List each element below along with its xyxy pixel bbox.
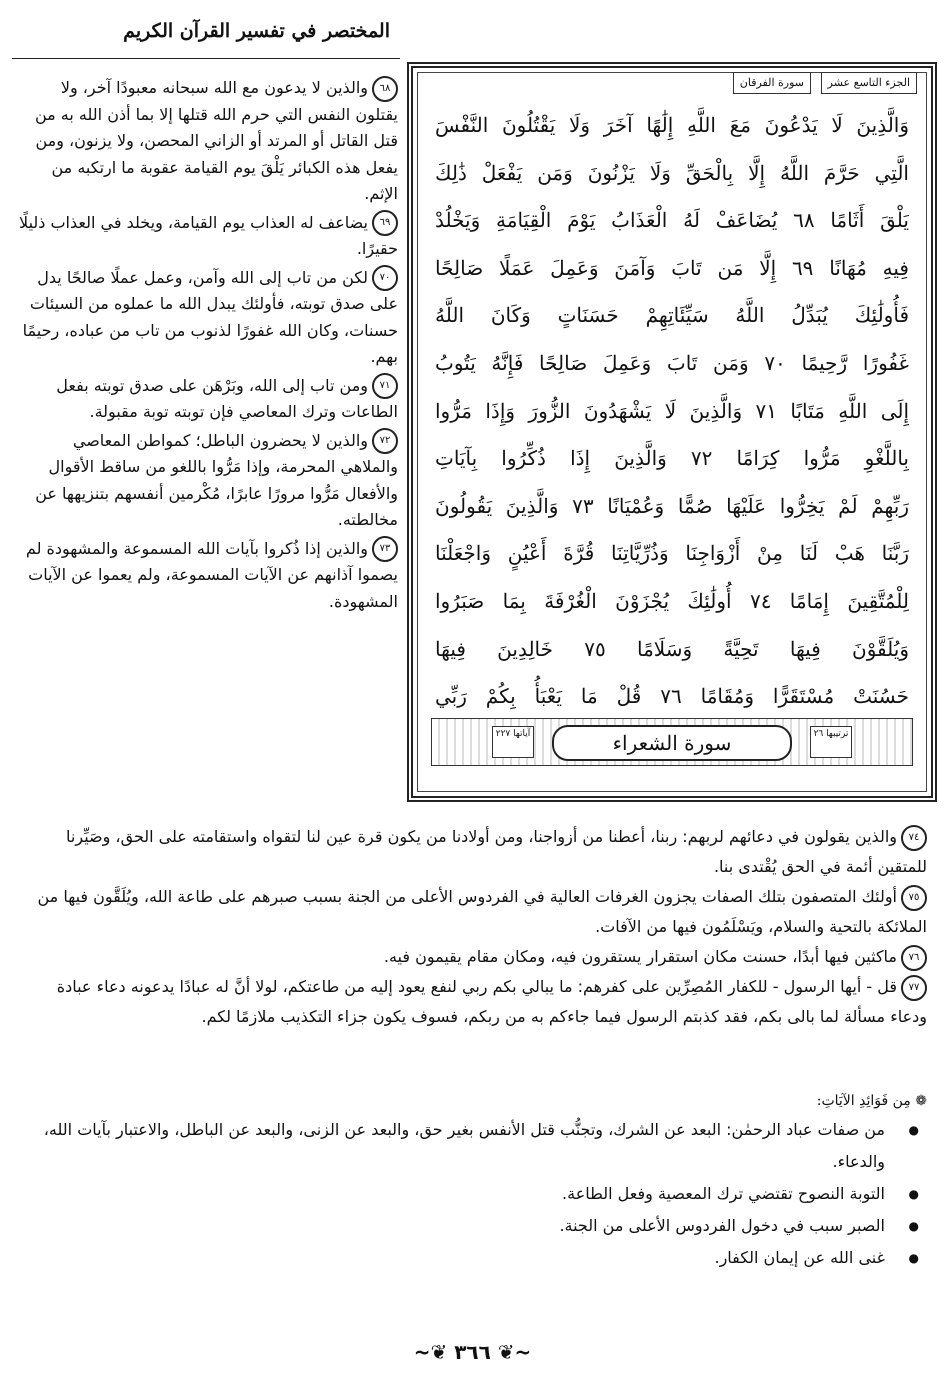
- verse-number-icon: ٧٧: [901, 975, 927, 1001]
- tafsir-side-column: [18, 75, 398, 617]
- verse-number-icon: ٧٤: [901, 825, 927, 851]
- verse-benefits: [18, 1088, 927, 1274]
- quran-line: رَبِّهِمْ لَمْ يَخِرُّوا عَلَيْهَا صُمًّا وَعُمْيَانًا ٧٣ وَالَّذِينَ يَقُولُونَ: [435, 493, 909, 518]
- quran-line: رَبَّنَا هَبْ لَنَا مِنْ أَزْوَاجِنَا وَذُرِّيَّاتِنَا قُرَّةَ أَعْيُنٍ وَاجْعَلْنَا: [435, 541, 909, 566]
- verse-number-icon: ٧٠: [372, 265, 398, 291]
- tafsir-text: والذين إذا ذُكروا بآيات الله المسموعة والمشهودة لم يصموا آذانهم عن الآيات المسموعة، ولم يعموا عن الآيات المشهودة.: [25, 538, 398, 611]
- surah-order-box: ترتيبها ٢٦: [810, 726, 852, 758]
- ornament-icon: ❁: [910, 1093, 927, 1109]
- tafsir-paragraph: [18, 373, 398, 426]
- quran-line: فَأُولَٰئِكَ يُبَدِّلُ اللَّهُ سَيِّئَاتِهِمْ حَسَنَاتٍ وَكَانَ اللَّهُ: [435, 303, 909, 328]
- quran-line: وَيُلَقَّوْنَ فِيهَا تَحِيَّةً وَسَلَامًا ٧٥ خَالِدِينَ فِيهَا: [435, 636, 909, 661]
- benefit-item: ● من صفات عباد الرحمٰن: البعد عن الشرك، وتجنُّب قتل الأنفس بغير حق، والبعد عن الزنى، والبعد عن الباطل، والاعتبار بآيات الله، والدعاء.: [18, 1114, 927, 1178]
- tafsir-paragraph: [18, 428, 398, 534]
- tafsir-full-width: [18, 822, 927, 1032]
- verse-number-icon: ٧٦: [901, 945, 927, 971]
- next-surah-banner: [431, 718, 913, 766]
- quran-line: حَسُنَتْ مُسْتَقَرًّا وَمُقَامًا ٧٦ قُلْ مَا يَعْبَأُ بِكُمْ رَبِّي: [435, 684, 909, 709]
- quran-text-frame: [407, 62, 937, 802]
- quran-line: بِاللَّغْوِ مَرُّوا كِرَامًا ٧٢ وَالَّذِينَ إِذَا ذُكِّرُوا بِآيَاتِ: [435, 446, 909, 471]
- ornament-right-icon: ❦~: [490, 1340, 532, 1364]
- tafsir-text: والذين يقولون في دعائهم لربهم: ربنا، أعطنا من أزواجنا، ومن أولادنا من يكون قرة عين لنا لتقواه واستقامته على الحق، وصَيِّرنا للمتقين أئمة في الحق يُقْتدى بنا.: [66, 827, 927, 876]
- tafsir-text: يضاعف له العذاب يوم القيامة، ويخلد في العذاب ذليلًا حقيرًا.: [19, 212, 398, 258]
- tafsir-text: قل - أيها الرسول - للكفار المُصِرِّين على كفرهم: ما يبالي بكم ربي لنفع يعود إليه من طاعتكم، لولا أنَّ له عبادًا يدعونه دعاء عبادة ودعاء مسألة لما بالى بكم، فقد كذبتم الرسول فيما جاءكم به من ربكم، فسوف يكون جزاء التكذيب ملازمًا لكم.: [56, 977, 927, 1026]
- tafsir-text: والذين لا يحضرون الباطل؛ كمواطن المعاصي والملاهي المحرمة، وإذا مَرُّوا باللغو من ساقط الأقوال والأفعال مَرُّوا مرورًا عابرًا، مُكْرمين أنفسهم بتنزيهها عن مخالطته.: [35, 430, 398, 529]
- verse-number-icon: ٦٨: [372, 76, 398, 102]
- benefits-title-text: مِن فَوَائِدِ الآيَاتِ:: [816, 1093, 911, 1109]
- page-number-text: ٣٦٦: [454, 1340, 491, 1364]
- book-title: المختصر في تفسير القرآن الكريم: [123, 20, 390, 42]
- verse-number-icon: ٧٣: [372, 536, 398, 562]
- tafsir-paragraph: [18, 75, 398, 208]
- verse-number-icon: ٧١: [372, 373, 398, 399]
- quran-line: يَلْقَ أَثَامًا ٦٨ يُضَاعَفْ لَهُ الْعَذَابُ يَوْمَ الْقِيَامَةِ وَيَخْلُدْ: [435, 208, 909, 233]
- page-number: [0, 1340, 945, 1364]
- verse-number-icon: ٦٩: [372, 210, 398, 236]
- tafsir-text: ومن تاب إلى الله، وبَرْهَن على صدق توبته بفعل الطاعات وترك المعاصي فإن توبته توبة مقبولة.: [56, 375, 398, 421]
- tafsir-text: لكن من تاب إلى الله وآمن، وعمل عملًا صالحًا يدل على صدق توبته، فأولئك يبدل الله ما عملوه من السيئات حسنات، وكان الله غفورًا لذنوب من تاب من عباده، رحيمًا بهم.: [22, 267, 398, 366]
- tafsir-paragraph: [18, 942, 927, 972]
- quran-line: غَفُورًا رَّحِيمًا ٧٠ وَمَن تَابَ وَعَمِلَ صَالِحًا فَإِنَّهُ يَتُوبُ: [435, 350, 909, 375]
- juz-label: الجزء التاسع عشر: [821, 72, 917, 94]
- benefit-item: ● الصبر سبب في دخول الفردوس الأعلى من الجنة.: [18, 1210, 927, 1242]
- benefit-item: ● التوبة النصوح تقتضي ترك المعصية وفعل الطاعة.: [18, 1178, 927, 1210]
- tafsir-paragraph: [18, 972, 927, 1032]
- ornament-left-icon: ~❦: [413, 1340, 455, 1364]
- quran-lines: [435, 102, 909, 721]
- tafsir-paragraph: [18, 822, 927, 882]
- tafsir-paragraph: [18, 536, 398, 616]
- surah-label: سورة الفرقان: [733, 72, 811, 94]
- tafsir-text: والذين لا يدعون مع الله سبحانه معبودًا آخر، ولا يقتلون النفس التي حرم الله قتلها إلا بما أذن الله به من قتل القاتل أو المرتد أو الزاني المحصن، ولا يزنون، ومن يفعل هذه الكبائر يَلْقَ يوم القيامة عقوبة ما ارتكبه من الإثم.: [34, 78, 398, 203]
- benefits-title: [18, 1088, 927, 1114]
- benefit-item: ● غنى الله عن إيمان الكفار.: [18, 1242, 927, 1274]
- tafsir-paragraph: [18, 210, 398, 263]
- surah-ayat-count-box: آياتها ٢٢٧: [492, 726, 534, 758]
- quran-line: إِلَى اللَّهِ مَتَابًا ٧١ وَالَّذِينَ لَا يَشْهَدُونَ الزُّورَ وَإِذَا مَرُّوا: [435, 398, 909, 423]
- tafsir-text: ماكثين فيها أبدًا، حسنت مكان استقرار يستقرون فيه، ومكان مقام يقيمون فيه.: [383, 947, 897, 966]
- page-header: [0, 0, 945, 62]
- verse-number-icon: ٧٢: [372, 428, 398, 454]
- header-divider: [12, 58, 400, 59]
- verse-number-icon: ٧٥: [901, 885, 927, 911]
- quran-line: وَالَّذِينَ لَا يَدْعُونَ مَعَ اللَّهِ إِلَٰهًا آخَرَ وَلَا يَقْتُلُونَ النَّفْسَ: [435, 113, 909, 137]
- tafsir-paragraph: [18, 882, 927, 942]
- tafsir-text: أولئك المتصفون بتلك الصفات يجزون الغرفات العالية في الفردوس الأعلى من الجنة بسبب صبرهم على طاعة الله، ويُلَقَّون فيها من الملائكة بالتحية والسلام، ويَسْلَمُون فيها من الآفات.: [37, 887, 927, 936]
- tafsir-paragraph: [18, 265, 398, 371]
- next-surah-name: سورة الشعراء: [552, 725, 792, 761]
- quran-line: لِلْمُتَّقِينَ إِمَامًا ٧٤ أُولَٰئِكَ يُجْزَوْنَ الْغُرْفَةَ بِمَا صَبَرُوا: [435, 588, 909, 613]
- quran-line: الَّتِي حَرَّمَ اللَّهُ إِلَّا بِالْحَقِّ وَلَا يَزْنُونَ وَمَن يَفْعَلْ ذَٰلِكَ: [435, 160, 909, 185]
- quran-line: فِيهِ مُهَانًا ٦٩ إِلَّا مَن تَابَ وَآمَنَ وَعَمِلَ عَمَلًا صَالِحًا: [435, 255, 909, 280]
